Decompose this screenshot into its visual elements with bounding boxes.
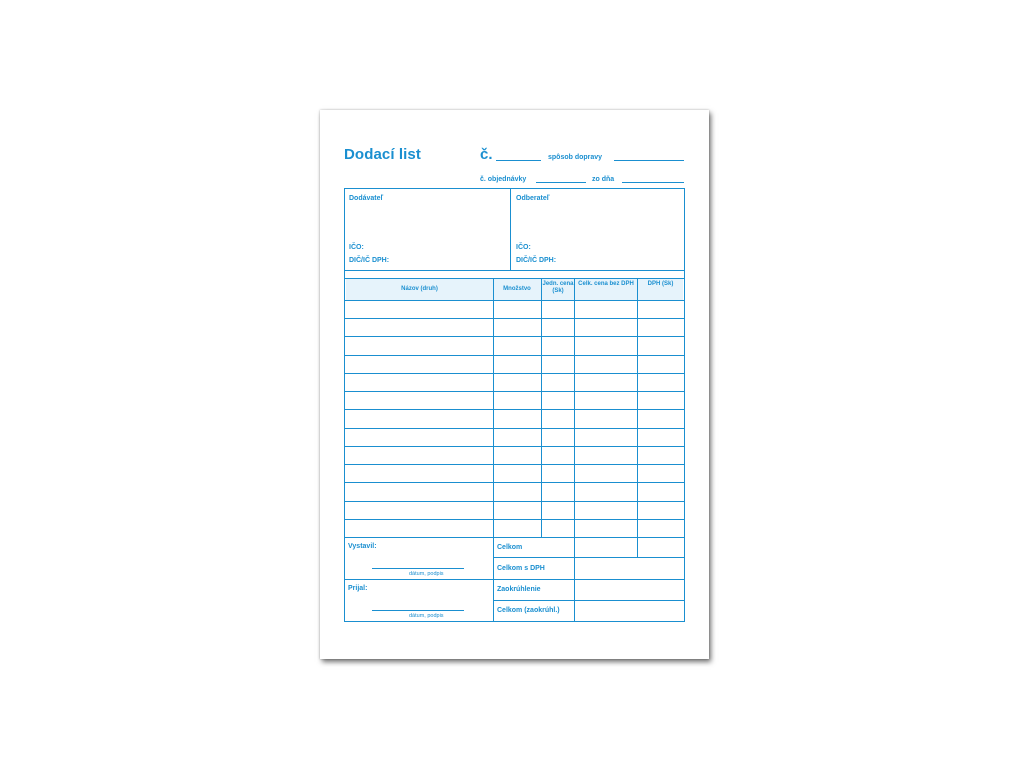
order-date-field[interactable] xyxy=(622,182,684,183)
received-signature-line[interactable] xyxy=(372,610,464,611)
table-row[interactable] xyxy=(344,482,685,483)
issued-by-label: Vystavil: xyxy=(348,543,377,550)
table-row[interactable] xyxy=(344,464,685,465)
column-line-2 xyxy=(541,278,542,537)
table-row[interactable] xyxy=(344,373,685,374)
received-by-label: Prijal: xyxy=(348,585,368,592)
transport-field[interactable] xyxy=(614,160,684,161)
supplier-label: Dodávateľ xyxy=(349,195,384,202)
table-row[interactable] xyxy=(344,318,685,319)
supplier-dic-label: DIČ/IČ DPH: xyxy=(349,257,390,264)
table-row[interactable] xyxy=(344,501,685,502)
table-header-bottom-line xyxy=(344,300,685,301)
document-title: Dodací list xyxy=(344,146,421,163)
transport-label: spôsob dopravy xyxy=(548,154,603,161)
footer-left-divider xyxy=(344,579,493,580)
table-row[interactable] xyxy=(344,519,685,520)
table-row[interactable] xyxy=(344,446,685,447)
table-row[interactable] xyxy=(344,409,685,410)
table-top-line xyxy=(344,278,685,279)
footer-top-line xyxy=(344,537,685,538)
parties-divider xyxy=(510,188,511,270)
received-date-signature-caption: dátum, podpis xyxy=(409,613,444,619)
column-header-total-no-vat: Celk. cena bez DPH xyxy=(578,281,634,287)
customer-ico-label: IČO: xyxy=(516,244,531,251)
parties-bottom-line xyxy=(344,270,685,271)
rounding-label: Zaokrúhlenie xyxy=(497,586,541,593)
table-row[interactable] xyxy=(344,336,685,337)
document-number-label: č. xyxy=(480,146,493,163)
order-number-field[interactable] xyxy=(536,182,586,183)
column-header-vat: DPH (Sk) xyxy=(647,281,674,287)
column-line-3 xyxy=(574,278,575,557)
total-vat-label: Celkom s DPH xyxy=(497,565,545,572)
column-header-quantity: Množstvo xyxy=(503,286,531,292)
column-header-name: Názov (druh) xyxy=(401,286,438,292)
footer-row-line-2 xyxy=(493,579,685,580)
delivery-note-form xyxy=(320,110,709,659)
total-rounded-label: Celkom (zaokrúhl.) xyxy=(497,607,560,614)
issued-date-signature-caption: dátum, podpis xyxy=(409,571,444,577)
order-number-label: č. objednávky xyxy=(480,176,527,183)
total-label: Celkom xyxy=(497,544,523,551)
footer-value-divider xyxy=(574,557,575,622)
column-header-unit-price: Jedn. cena (Sk) xyxy=(542,281,574,294)
customer-label: Odberateľ xyxy=(516,195,550,202)
column-line-4 xyxy=(637,278,638,557)
footer-row-line-3 xyxy=(493,600,685,601)
document-number-field[interactable] xyxy=(496,160,541,161)
column-line-1 xyxy=(493,278,494,537)
customer-dic-label: DIČ/IČ DPH: xyxy=(516,257,557,264)
table-row[interactable] xyxy=(344,355,685,356)
table-row[interactable] xyxy=(344,391,685,392)
issued-signature-line[interactable] xyxy=(372,568,464,569)
footer-row-line-1 xyxy=(493,557,685,558)
supplier-ico-label: IČO: xyxy=(349,244,364,251)
table-row[interactable] xyxy=(344,428,685,429)
order-date-label: zo dňa xyxy=(592,176,615,183)
